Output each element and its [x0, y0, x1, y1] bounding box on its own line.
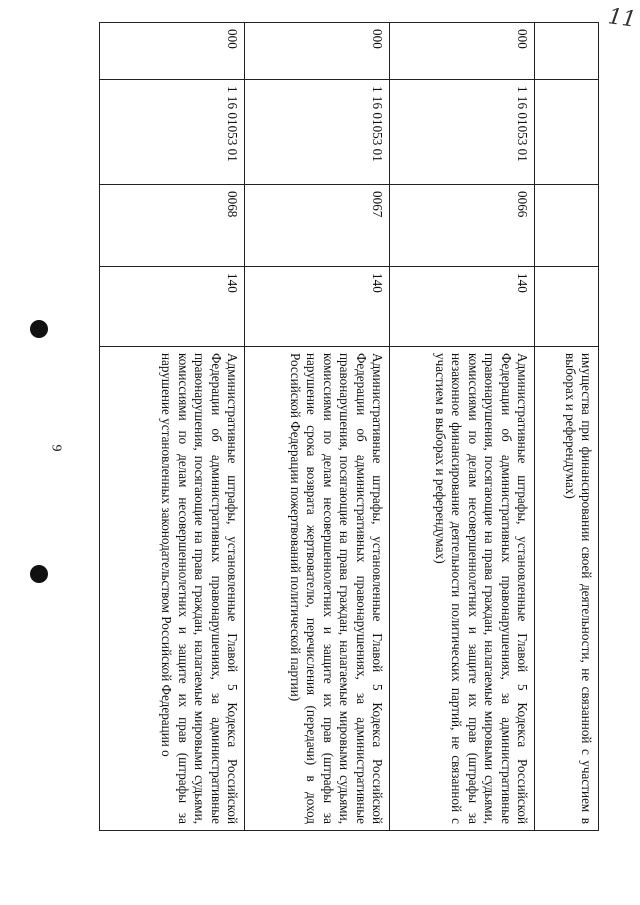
table-rotated-container	[100, 22, 599, 830]
subcode-cell: 0067	[245, 185, 390, 267]
table-row	[535, 23, 599, 831]
page-number: 9	[48, 444, 64, 452]
document-table-area	[100, 22, 599, 830]
kbk-code-cell: 1 16 01053 01	[390, 80, 535, 185]
budget-codes-table	[99, 22, 599, 831]
table-row	[390, 23, 535, 831]
kbk-code-cell: 1 16 01053 01	[100, 80, 245, 185]
description-cell: Административные штрафы, установленные Главой 5 Кодекса Российской Федерации об административных правонарушениях, за административные правонарушения, посягающие на права граждан, налагаемые мировыми судьями, комиссиями по делам несовершеннолетних и защите их прав (штрафы за нарушение срока возврата жертвователю, перечисления (передачи) в доход Российской Федерации пожертвований политической партии)	[245, 347, 390, 831]
kbk-code-cell: 1 16 01053 01	[245, 80, 390, 185]
admin-code-cell: 000	[245, 23, 390, 80]
punch-hole	[30, 320, 48, 338]
income-code-cell: 140	[390, 267, 535, 347]
income-code-cell: 140	[245, 267, 390, 347]
admin-code-cell: 000	[100, 23, 245, 80]
description-cell: Административные штрафы, установленные Главой 5 Кодекса Российской Федерации об административных правонарушениях, за административные правонарушения, посягающие на права граждан, налагаемые мировыми судьями, комиссиями по делам несовершеннолетних и защите их прав (штрафы за нарушение установленных законодательством Российской Федерации о	[100, 347, 245, 831]
subcode-cell: 0068	[100, 185, 245, 267]
subcode-cell: 0066	[390, 185, 535, 267]
table-row	[100, 23, 245, 831]
description-cell: Административные штрафы, установленные Главой 5 Кодекса Российской Федерации об административных правонарушениях, за административные правонарушения, посягающие на права граждан, налагаемые мировыми судьями, комиссиями по делам несовершеннолетних и защите их прав (штрафы за незаконное финансирование деятельности политических партий, не связанной с участием в выборах и референдумах)	[390, 347, 535, 831]
admin-code-cell	[535, 23, 599, 80]
admin-code-cell: 000	[390, 23, 535, 80]
table-row	[245, 23, 390, 831]
subcode-cell	[535, 185, 599, 267]
punch-hole	[30, 565, 48, 583]
handwritten-page-mark: 11	[606, 4, 638, 33]
description-cell: имущества при финансировании своей деятельности, не связанной с участием в выборах и референдумах)	[535, 347, 599, 831]
kbk-code-cell	[535, 80, 599, 185]
income-code-cell: 140	[100, 267, 245, 347]
income-code-cell	[535, 267, 599, 347]
